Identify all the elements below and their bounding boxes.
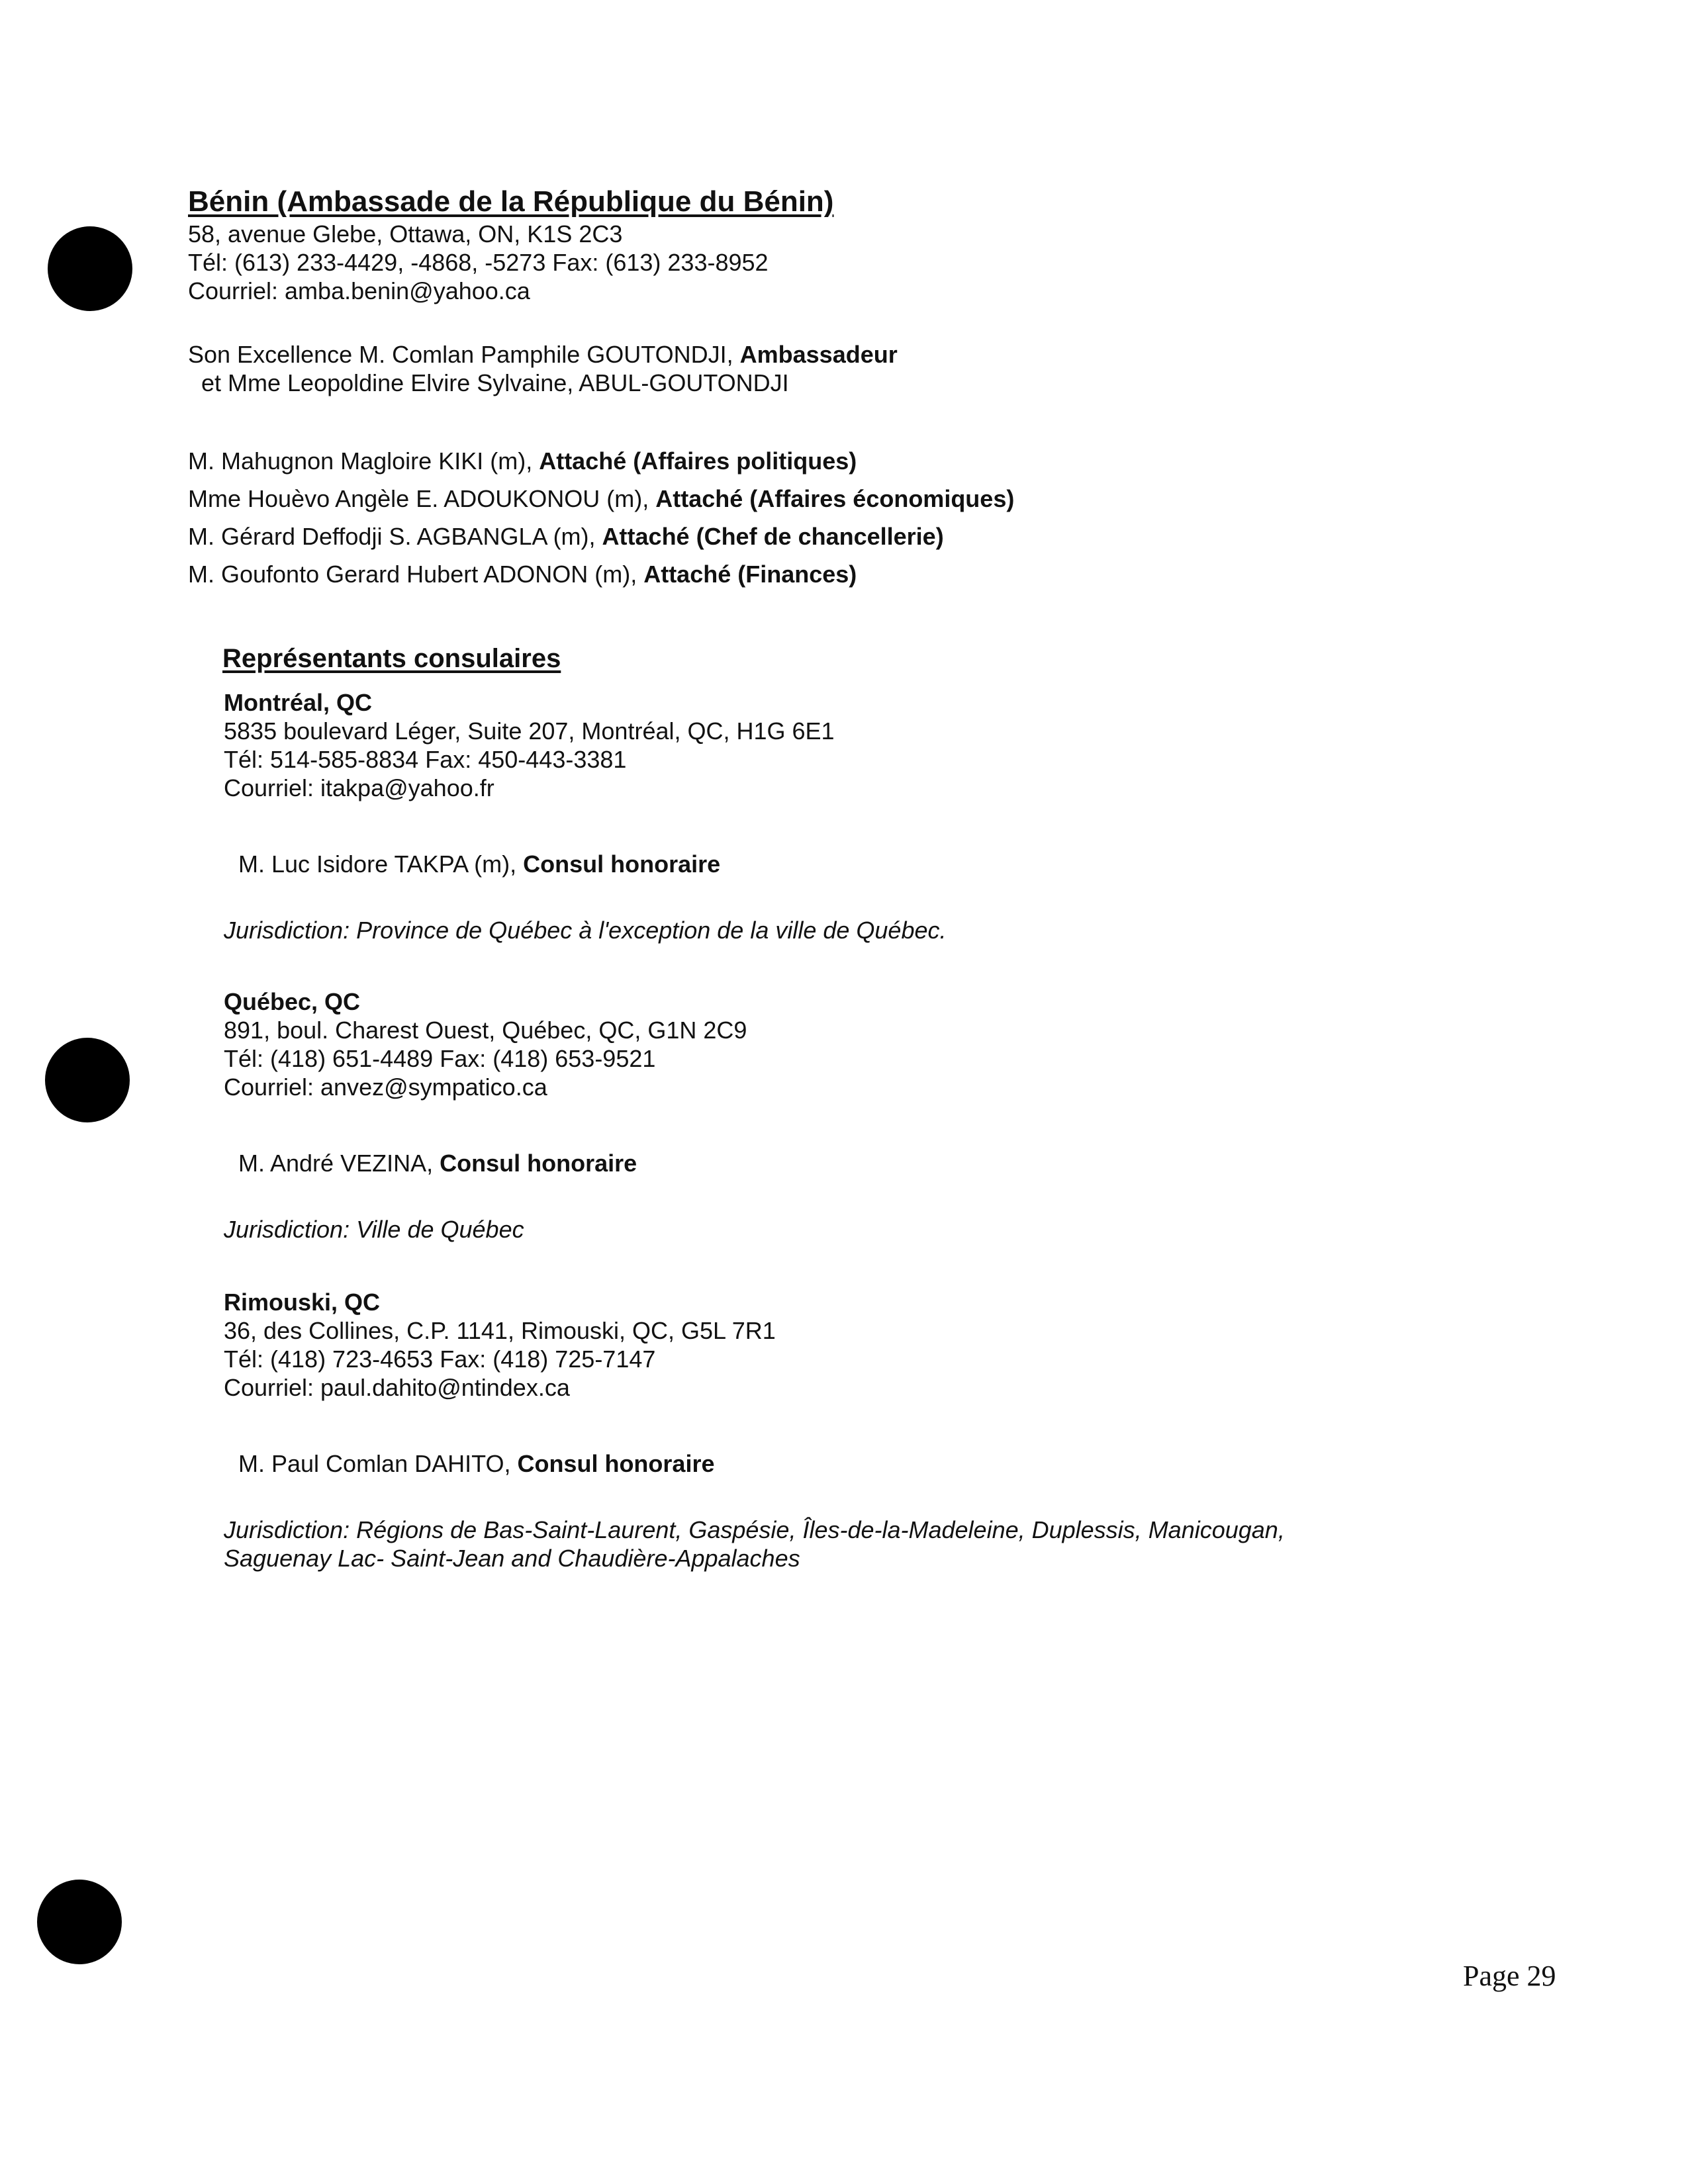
embassy-address: 58, avenue Glebe, Ottawa, ON, K1S 2C3 xyxy=(188,220,623,248)
ambassador-spouse: et Mme Leopoldine Elvire Sylvaine, ABUL-GOUTONDJI xyxy=(201,369,789,396)
consul-line xyxy=(238,1149,637,1177)
consular-heading: Représentants consulaires xyxy=(222,644,561,673)
ambassador-title: Ambassadeur xyxy=(739,341,898,368)
consul-line xyxy=(238,1449,714,1478)
staff-role: Attaché (Chef de chancellerie) xyxy=(602,523,944,550)
staff-item xyxy=(188,442,1014,480)
staff-list xyxy=(188,442,1014,593)
consulate-email: Courriel: anvez@sympatico.ca xyxy=(224,1073,547,1101)
consul-title: Consul honoraire xyxy=(523,850,721,878)
consulate-jurisdiction xyxy=(224,1516,1285,1572)
consulate-address: 891, boul. Charest Ouest, Québec, QC, G1N 2C9 xyxy=(224,1017,747,1044)
consulate-address: 36, des Collines, C.P. 1141, Rimouski, QC, G5L 7R1 xyxy=(224,1317,776,1344)
consulate-jurisdiction: Jurisdiction: Province de Québec à l'exception de la ville de Québec. xyxy=(224,917,947,944)
staff-name: M. Gérard Deffodji S. AGBANGLA (m), xyxy=(188,523,602,550)
ambassador-name: Son Excellence M. Comlan Pamphile GOUTONDJI, xyxy=(188,341,740,368)
consulate-jurisdiction: Jurisdiction: Ville de Québec xyxy=(224,1216,524,1243)
consulate-phone-fax: Tél: (418) 723-4653 Fax: (418) 725-7147 xyxy=(224,1345,656,1373)
staff-name: M. Mahugnon Magloire KIKI (m), xyxy=(188,447,539,475)
consulate-city: Montréal, QC xyxy=(224,689,373,716)
consul-line xyxy=(238,850,720,878)
consul-title: Consul honoraire xyxy=(440,1150,637,1177)
consulate-montreal xyxy=(224,688,835,802)
ambassador-line xyxy=(188,340,898,369)
consulate-city: Rimouski, QC xyxy=(224,1289,381,1316)
consul-title: Consul honoraire xyxy=(517,1450,715,1477)
embassy-phone-fax: Tél: (613) 233-4429, -4868, -5273 Fax: (613) 233-8952 xyxy=(188,249,769,276)
ambassador-block xyxy=(188,340,898,397)
jurisdiction-line: Jurisdiction: Régions de Bas-Saint-Laurent, Gaspésie, Îles-de-la-Madeleine, Duplessis, Manicougan, xyxy=(224,1516,1285,1543)
consulate-address: 5835 boulevard Léger, Suite 207, Montréal, QC, H1G 6E1 xyxy=(224,717,835,745)
consulate-email: Courriel: paul.dahito@ntindex.ca xyxy=(224,1374,570,1401)
staff-item xyxy=(188,555,1014,593)
consulate-city: Québec, QC xyxy=(224,988,361,1015)
punch-hole xyxy=(37,1880,122,1964)
consul-name: M. Paul Comlan DAHITO, xyxy=(238,1450,518,1477)
consul-name: M. Luc Isidore TAKPA (m), xyxy=(238,850,524,878)
staff-item xyxy=(188,480,1014,518)
punch-hole xyxy=(48,226,132,311)
staff-role: Attaché (Affaires politiques) xyxy=(539,447,857,475)
staff-role: Attaché (Affaires économiques) xyxy=(655,485,1015,512)
page-number: Page 29 xyxy=(1463,1960,1556,1992)
embassy-title: Bénin (Ambassade de la République du Bénin) xyxy=(188,185,834,218)
staff-name: Mme Houèvo Angèle E. ADOUKONOU (m), xyxy=(188,485,656,512)
consulate-quebec xyxy=(224,987,747,1101)
staff-item xyxy=(188,518,1014,555)
consul-name: M. André VEZINA, xyxy=(238,1150,440,1177)
consulate-email: Courriel: itakpa@yahoo.fr xyxy=(224,774,494,801)
consulate-phone-fax: Tél: 514-585-8834 Fax: 450-443-3381 xyxy=(224,746,627,773)
punch-hole xyxy=(45,1038,130,1122)
consulate-rimouski xyxy=(224,1288,776,1402)
jurisdiction-line: Saguenay Lac- Saint-Jean and Chaudière-Appalaches xyxy=(224,1545,800,1572)
staff-name: M. Goufonto Gerard Hubert ADONON (m), xyxy=(188,561,644,588)
consulate-phone-fax: Tél: (418) 651-4489 Fax: (418) 653-9521 xyxy=(224,1045,656,1072)
embassy-block xyxy=(188,184,833,305)
embassy-email: Courriel: amba.benin@yahoo.ca xyxy=(188,277,530,304)
staff-role: Attaché (Finances) xyxy=(643,561,857,588)
